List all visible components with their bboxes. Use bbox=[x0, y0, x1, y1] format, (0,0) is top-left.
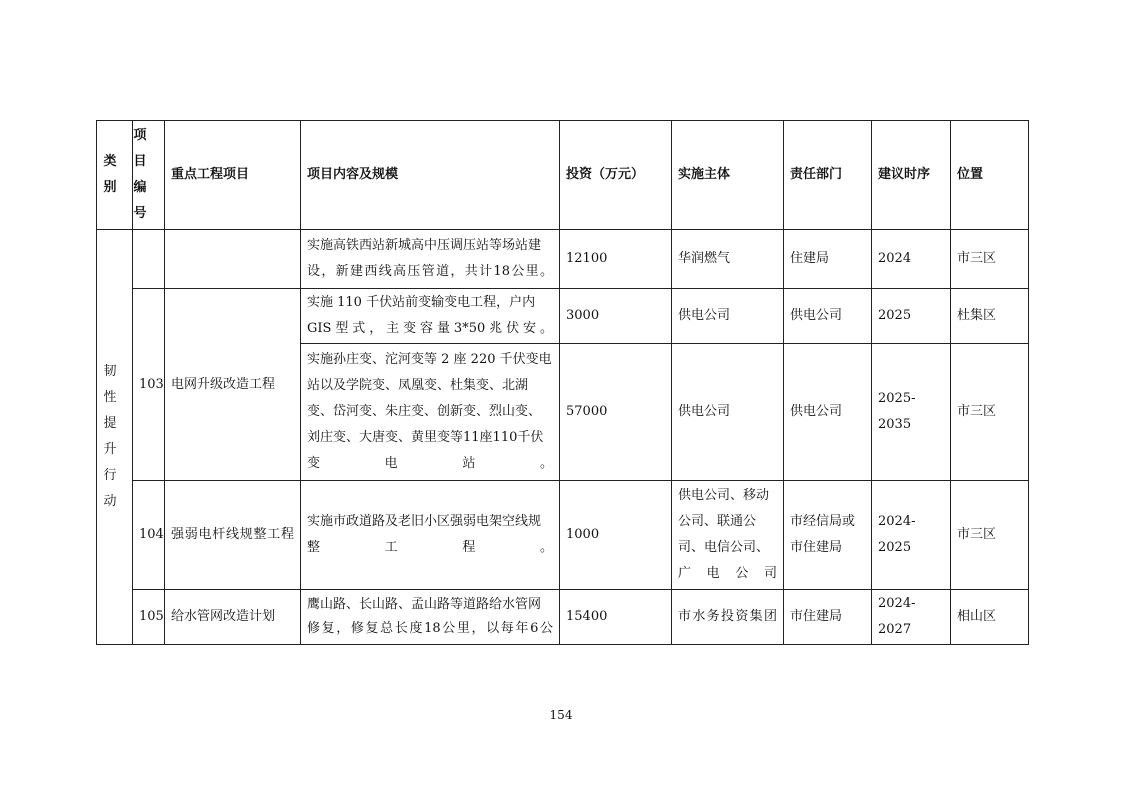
row-project bbox=[165, 230, 301, 289]
row-investment: 1000 bbox=[560, 481, 672, 590]
category-cell: 韧性提升行动 bbox=[97, 230, 133, 645]
row-entity: 供电公司 bbox=[672, 344, 784, 481]
table-row bbox=[97, 590, 1029, 645]
header-number: 项目编号 bbox=[133, 121, 165, 230]
row-project: 强弱电杆线规整工程 bbox=[165, 481, 301, 590]
row-department: 供电公司 bbox=[784, 344, 872, 481]
header-investment: 投资（万元） bbox=[560, 121, 672, 230]
row-investment: 12100 bbox=[560, 230, 672, 289]
row-department: 住建局 bbox=[784, 230, 872, 289]
row-location: 杜集区 bbox=[951, 289, 1029, 344]
header-timeline: 建议时序 bbox=[872, 121, 951, 230]
header-department: 责任部门 bbox=[784, 121, 872, 230]
row-location: 市三区 bbox=[951, 230, 1029, 289]
row-project: 给水管网改造计划 bbox=[165, 590, 301, 645]
table-row bbox=[97, 289, 1029, 344]
row-timeline: 2025 bbox=[872, 289, 951, 344]
header-project: 重点工程项目 bbox=[165, 121, 301, 230]
header-row bbox=[97, 121, 1029, 230]
header-content: 项目内容及规模 bbox=[301, 121, 560, 230]
row-location: 相山区 bbox=[951, 590, 1029, 645]
row-timeline: 2024-2025 bbox=[872, 481, 951, 590]
row-project: 电网升级改造工程 bbox=[165, 289, 301, 481]
row-entity: 市水务投资集团 bbox=[672, 590, 784, 645]
row-entity: 供电公司、移动公司、联通公司、电信公司、广电公司 bbox=[672, 481, 784, 590]
page-number: 154 bbox=[549, 708, 573, 722]
row-number: 105 bbox=[133, 590, 165, 645]
row-department: 供电公司 bbox=[784, 289, 872, 344]
row-content: 实施高铁西站新城高中压调压站等场站建设，新建西线高压管道，共计18公里。 bbox=[301, 230, 560, 289]
table-row bbox=[97, 230, 1029, 289]
row-number: 104 bbox=[133, 481, 165, 590]
row-investment: 15400 bbox=[560, 590, 672, 645]
row-investment: 3000 bbox=[560, 289, 672, 344]
row-investment: 57000 bbox=[560, 344, 672, 481]
row-timeline: 2025-2035 bbox=[872, 344, 951, 481]
row-department: 市经信局或市住建局 bbox=[784, 481, 872, 590]
row-content: 实施市政道路及老旧小区强弱电架空线规整工程。 bbox=[301, 481, 560, 590]
row-entity: 供电公司 bbox=[672, 289, 784, 344]
row-location: 市三区 bbox=[951, 481, 1029, 590]
row-timeline: 2024-2027 bbox=[872, 590, 951, 645]
row-department: 市住建局 bbox=[784, 590, 872, 645]
row-entity: 华润燃气 bbox=[672, 230, 784, 289]
project-table bbox=[96, 120, 1029, 645]
header-category: 类别 bbox=[97, 121, 133, 230]
row-number bbox=[133, 230, 165, 289]
row-location: 市三区 bbox=[951, 344, 1029, 481]
row-number: 103 bbox=[133, 289, 165, 481]
row-timeline: 2024 bbox=[872, 230, 951, 289]
row-content: 实施 110 千伏站前变输变电工程，户内GIS型式，主变容量3*50兆伏安。 bbox=[301, 289, 560, 344]
table-row bbox=[97, 481, 1029, 590]
row-content: 鹰山路、长山路、孟山路等道路给水管网修复，修复总长度18公里，以每年6公 bbox=[301, 590, 560, 645]
header-entity: 实施主体 bbox=[672, 121, 784, 230]
row-content: 实施孙庄变、沱河变等 2 座 220 千伏变电站以及学院变、凤凰变、杜集变、北湖变、岱河变、朱庄变、创新变、烈山变、刘庄变、大唐变、黄里变等11座110千伏变电站。 bbox=[301, 344, 560, 481]
header-location: 位置 bbox=[951, 121, 1029, 230]
